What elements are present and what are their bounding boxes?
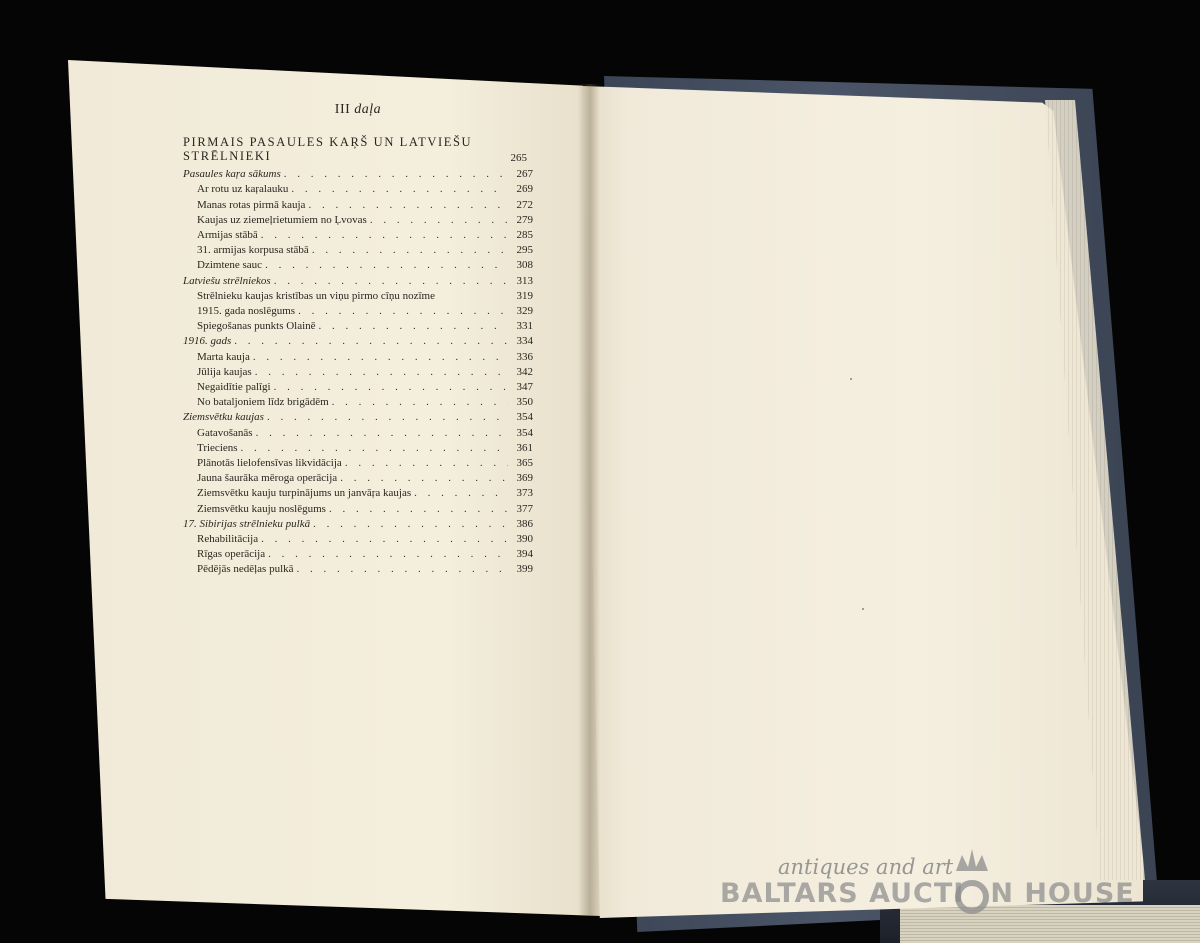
toc-entry-page: 399 (516, 563, 533, 576)
toc-leader-dots (298, 304, 508, 319)
toc-leader-dots (284, 167, 508, 182)
toc-entry-title: Armijas stābā (197, 229, 258, 242)
toc-entry-page: 329 (516, 305, 533, 318)
toc-entry-page: 369 (516, 472, 533, 485)
toc-entry (183, 532, 533, 547)
section-title (183, 135, 533, 163)
toc-entry-title: 17. Sibirijas strēlnieku pulkā (183, 517, 311, 530)
toc-leader-dots (265, 258, 508, 273)
toc-entry-title: Jūlija kaujas (197, 365, 252, 378)
toc-entry-title: Jauna šaurāka mēroga operācija (197, 472, 338, 485)
watermark-brand-start: BALTARS AUCTI (720, 878, 965, 909)
book-gutter (578, 84, 600, 916)
toc-entry (183, 547, 533, 562)
toc-entry (183, 471, 533, 486)
toc-entry-page: 319 (516, 289, 533, 302)
toc-entry-title: 1915. gada noslēgums (197, 305, 296, 318)
toc-entry-page: 334 (516, 335, 533, 348)
toc-entry (183, 502, 533, 517)
toc-leader-dots (274, 274, 508, 289)
toc-entry (183, 410, 533, 425)
watermark-brand-end: N HOUSE (990, 878, 1135, 909)
toc-entry (183, 198, 533, 213)
toc-entry (183, 365, 533, 380)
part-label: III (334, 102, 355, 117)
toc-entry-page: 361 (516, 441, 533, 454)
toc-entry-title: Negaidītie palīgi (197, 381, 271, 394)
toc-entry-page: 279 (516, 213, 533, 226)
toc-entry (183, 334, 533, 349)
toc-entry-title: 1916. gads (183, 335, 232, 348)
toc-leader-dots (267, 410, 508, 425)
toc-entry (183, 243, 533, 258)
toc-entry (183, 380, 533, 395)
toc-leader-dots (274, 380, 508, 395)
crown-icon (952, 845, 992, 915)
toc-leader-dots (234, 334, 508, 349)
toc-entry-title: Ziemsvētku kaujas (183, 411, 264, 424)
toc-entry-title: Trieciens (197, 441, 238, 454)
section-title-line2: STRĒLNIEKI (183, 149, 272, 164)
toc-entry (183, 167, 533, 182)
toc-leader-dots (332, 395, 508, 410)
toc-entry-page: 347 (516, 381, 533, 394)
toc-leader-dots (345, 456, 508, 471)
toc-entry (183, 319, 533, 334)
toc-entry-page: 342 (516, 365, 533, 378)
page-speck (862, 608, 864, 610)
toc-leader-dots (340, 471, 508, 486)
toc-entry-page: 365 (516, 457, 533, 470)
toc-leader-dots (261, 532, 508, 547)
watermark-brand (720, 878, 1135, 909)
toc-entry-title: Plānotās lielofensīvas likvidācija (197, 457, 342, 470)
toc-entry-title: Manas rotas pirmā kauja (197, 198, 306, 211)
toc-entry (183, 274, 533, 289)
toc-leader-dots (297, 562, 508, 577)
toc-entry (183, 350, 533, 365)
toc-entry-page: 373 (516, 487, 533, 500)
table-of-contents (183, 102, 533, 578)
toc-entry-title: Dzimtene sauc (197, 259, 263, 272)
toc-entry-page: 308 (516, 259, 533, 272)
page-speck (850, 378, 852, 380)
toc-entry (183, 395, 533, 410)
toc-entry-page: 267 (516, 168, 533, 181)
toc-entry (183, 486, 533, 501)
watermark (720, 845, 1135, 925)
toc-entry-title: Ziemsvētku kauju turpinājums un janvāŗa kaujas (197, 487, 412, 500)
toc-leader-dots (329, 502, 508, 517)
toc-entry-page: 354 (516, 426, 533, 439)
toc-entry (183, 517, 533, 532)
toc-entry-title: Marta kauja (197, 350, 250, 363)
toc-leader-dots (268, 547, 508, 562)
toc-leader-dots (414, 486, 508, 501)
toc-leader-dots (241, 441, 508, 456)
toc-entry (183, 182, 533, 197)
toc-leader-dots (313, 517, 508, 532)
toc-entry-title: Pēdējās nedēļas pulkā (197, 563, 294, 576)
toc-entry-title: Ziemsvētku kauju noslēgums (197, 502, 326, 515)
toc-leader-dots (312, 243, 508, 258)
section-page-number: 265 (510, 152, 527, 165)
toc-leader-dots (291, 182, 508, 197)
toc-entry-page: 350 (516, 396, 533, 409)
section-title-line1: PIRMAIS PASAULES KAŖŠ UN LATVIEŠU (183, 135, 473, 150)
toc-entry (183, 441, 533, 456)
toc-entry-page: 313 (516, 274, 533, 287)
toc-entry (183, 213, 533, 228)
toc-entry-page: 269 (516, 183, 533, 196)
toc-entry (183, 228, 533, 243)
toc-entry-page: 295 (516, 244, 533, 257)
toc-entry-title: 31. armijas korpusa stābā (197, 244, 309, 257)
toc-entry-page: 394 (516, 548, 533, 561)
toc-leader-dots (256, 426, 508, 441)
toc-entry (183, 304, 533, 319)
toc-leader-dots (308, 198, 508, 213)
toc-entry-title: Pasaules kaŗa sākums (183, 168, 281, 181)
toc-leader-dots (319, 319, 508, 334)
toc-leader-dots (370, 213, 508, 228)
toc-entry (183, 562, 533, 577)
toc-entry-page: 285 (516, 229, 533, 242)
toc-entry-title: Kaujas uz ziemeļrietumiem no Ļvovas (197, 213, 367, 226)
toc-entry-page: 386 (516, 517, 533, 530)
toc-entry-title: Ar rotu uz kaŗalauku (197, 183, 289, 196)
toc-leader-dots (261, 228, 508, 243)
part-label-italic: daļa (354, 102, 382, 117)
toc-entry-page: 272 (516, 198, 533, 211)
toc-entry (183, 456, 533, 471)
toc-entry-page: 377 (516, 502, 533, 515)
toc-entry-title: Rīgas operācija (197, 548, 266, 561)
toc-entry-title: Latviešu strēlniekos (183, 274, 271, 287)
toc-entry-title: Gatavošanās (197, 426, 253, 439)
toc-entry (183, 426, 533, 441)
toc-leader-dots (255, 365, 508, 380)
watermark-tagline: antiques and art (778, 855, 954, 879)
toc-entry (183, 289, 533, 304)
toc-entry-page: 336 (516, 350, 533, 363)
toc-entry-page: 354 (516, 411, 533, 424)
part-title (183, 102, 533, 117)
toc-entry-title: Spiegošanas punkts Olainē (197, 320, 316, 333)
toc-entry (183, 258, 533, 273)
toc-entry-title: No bataljoniem līdz brigādēm (197, 396, 329, 409)
toc-leader-dots (253, 350, 508, 365)
toc-entry-title: Rehabilitācija (197, 533, 259, 546)
toc-entry-page: 331 (516, 320, 533, 333)
toc-list (183, 167, 533, 577)
toc-entry-page: 390 (516, 533, 533, 546)
toc-entry-title: Strēlnieku kaujas kristības un viņu pirmo cīņu nozīme (197, 289, 435, 302)
